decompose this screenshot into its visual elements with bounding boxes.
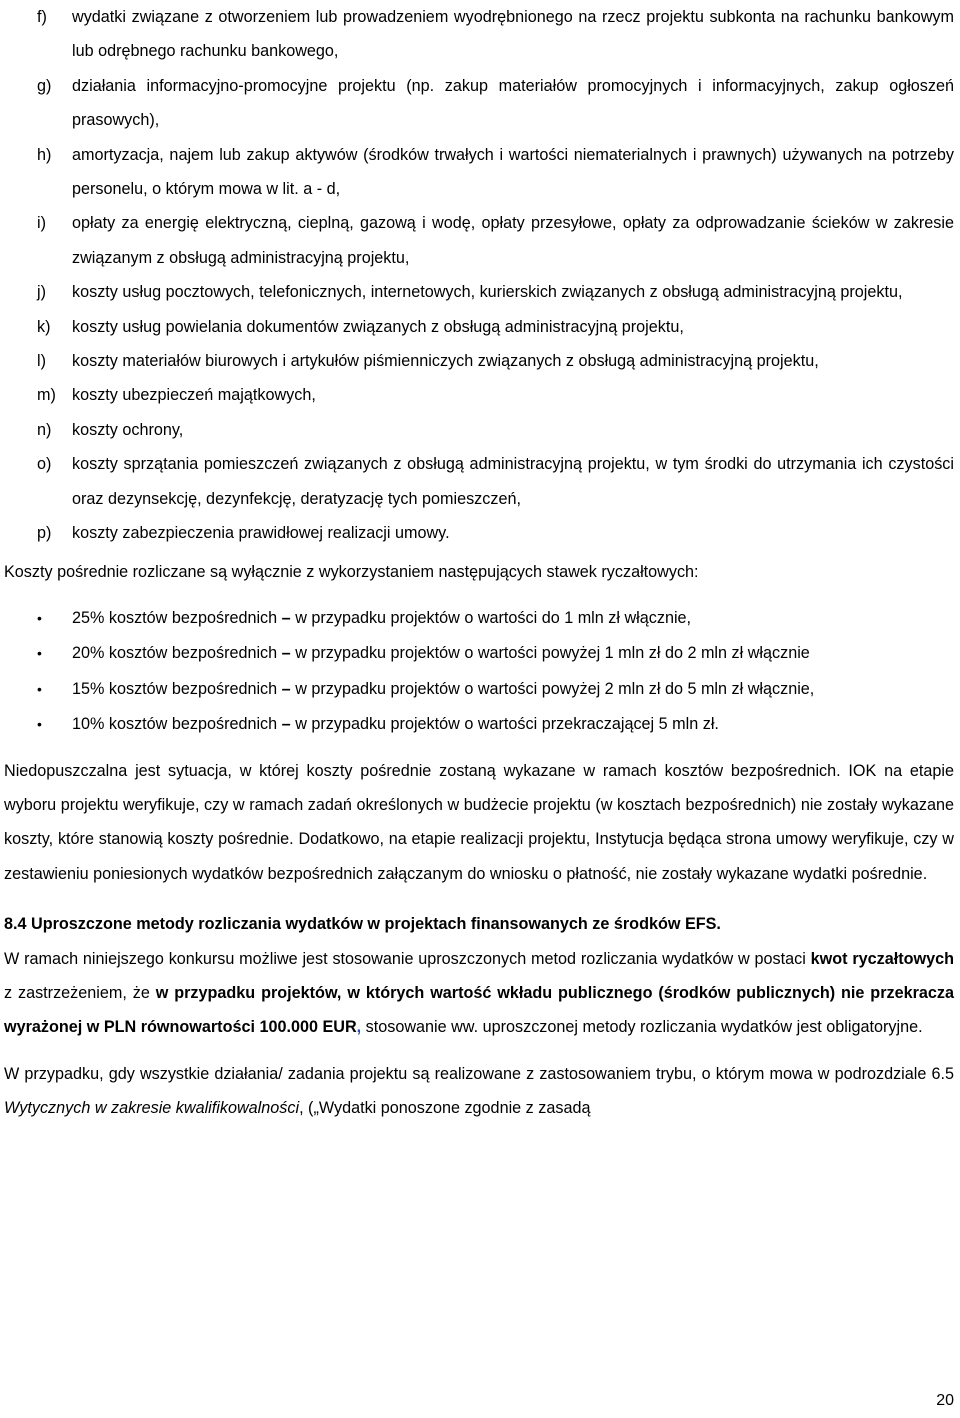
section-heading: 8.4 Uproszczone metody rozliczania wydatków w projektach finansowanych ze środków EFS. bbox=[4, 915, 721, 934]
rate-dash: – bbox=[281, 715, 291, 734]
page-number: 20 bbox=[936, 1392, 954, 1409]
rate-condition: w przypadku projektów o wartości do 1 mln zł włącznie, bbox=[295, 608, 692, 627]
rates-intro: Koszty pośrednie rozliczane są wyłącznie z wykorzystaniem następujących stawek ryczałtowych: bbox=[4, 562, 699, 581]
list-item: h) amortyzacja, najem lub zakup aktywów (środków trwałych i wartości niematerialnych i prawnych) używanych na potrzeby personelu, o którym mowa w lit. a - d, bbox=[37, 145, 954, 199]
cost-list bbox=[4, 0, 954, 551]
bold-condition: w przypadku projektów, w których wartość wkładu publicznego (środków publicznych) nie przekracza wyrażonej w PLN równowartości 100.000 EUR bbox=[4, 983, 954, 1037]
list-item: g) działania informacyjno-promocyjne projektu (np. zakup materiałów promocyjnych i informacyjnych, zakup ogłoszeń prasowych), bbox=[37, 76, 954, 130]
bullet-icon: • bbox=[37, 645, 42, 662]
rate-item bbox=[4, 707, 954, 741]
list-item: k) koszty usług powielania dokumentów związanych z obsługą administracyjną projektu, bbox=[37, 317, 684, 336]
rate-dash: – bbox=[281, 608, 291, 627]
list-item: m) koszty ubezpieczeń majątkowych, bbox=[37, 386, 316, 405]
bullet-icon: • bbox=[37, 609, 42, 626]
bullet-icon: • bbox=[37, 680, 42, 697]
paragraph-indirect-costs: Niedopuszczalna jest sytuacja, w której koszty pośrednie zostaną wykazane w ramach kosztów bezpośrednich. IOK na etapie wyboru projektu weryfikuje, czy w ramach zadań określonych w budżecie projektu (w kosztach bezpośrednich) nie zostały wykazane koszty, które stanowią koszty pośrednie. Dodatkowo, na etapie realizacji projektu, Instytucja będąca strona umowy weryfikuje, czy w zestawieniu poniesionych wydatków bezpośrednich załączanym do wniosku o płatność, nie zostały wykazane wydatki pośrednie. bbox=[4, 761, 954, 883]
list-item: j) koszty usług pocztowych, telefonicznych, internetowych, kurierskich związanych z obsługą administracyjną projektu, bbox=[37, 283, 903, 302]
rate-condition: w przypadku projektów o wartości powyżej 2 mln zł do 5 mln zł włącznie, bbox=[295, 679, 815, 698]
paragraph-last: W przypadku, gdy wszystkie działania/ zadania projektu są realizowane z zastosowaniem trybu, o którym mowa w podrozdziale 6.5 Wytycznych w zakresie kwalifikowalności, („Wydatki ponoszone zgodnie z zasadą bbox=[4, 1064, 954, 1118]
rate-dash: – bbox=[281, 679, 291, 698]
rates-list bbox=[4, 601, 954, 742]
bullet-icon: • bbox=[37, 716, 42, 733]
rate-value: 20% kosztów bezpośrednich bbox=[72, 644, 278, 663]
italic-guidelines: Wytycznych w zakresie kwalifikowalności bbox=[4, 1099, 300, 1118]
list-item: n) koszty ochrony, bbox=[37, 420, 184, 439]
rate-value: 10% kosztów bezpośrednich bbox=[72, 715, 278, 734]
list-item: o) koszty sprzątania pomieszczeń związanych z obsługą administracyjną projektu, w tym środki do utrzymania ich czystości oraz dezynsekcję, dezynfekcję, deratyzację tych pomieszczeń, bbox=[37, 455, 954, 508]
rate-condition: w przypadku projektów o wartości powyżej 1 mln zł do 2 mln zł włącznie bbox=[295, 644, 810, 663]
list-item: f) wydatki związane z otworzeniem lub prowadzeniem wyodrębnionego na rzecz projektu subkonta na rachunku bankowym lub odrębnego rachunku bankowego, bbox=[37, 8, 954, 61]
list-item: i) opłaty za energię elektryczną, cieplną, gazową i wodę, opłaty przesyłowe, opłaty za odprowadzanie ścieków w zakresie związanym z obsługą administracyjną projektu, bbox=[37, 214, 954, 267]
paragraph-simplified-methods: W ramach niniejszego konkursu możliwe jest stosowanie uproszczonych metod rozliczania wydatków w postaci kwot ryczałtowych z zastrzeżeniem, że w przypadku projektów, w których wartość wkładu publicznego (środków publicznych) nie przekracza wyrażonej w PLN równowartości 100.000 EUR, stosowanie ww. uproszczonej metody rozliczania wydatków jest obligatoryjne. bbox=[4, 949, 954, 1037]
rate-item bbox=[4, 601, 954, 635]
list-item: p) koszty zabezpieczenia prawidłowej realizacji umowy. bbox=[37, 524, 450, 543]
bold-lump-sums: kwot ryczałtowych bbox=[810, 949, 954, 968]
rate-value: 25% kosztów bezpośrednich bbox=[72, 608, 278, 627]
document-page bbox=[4, 0, 954, 1126]
list-item: l) koszty materiałów biurowych i artykułów piśmienniczych związanych z obsługą administracyjną projektu, bbox=[37, 352, 819, 371]
rate-value: 15% kosztów bezpośrednich bbox=[72, 679, 278, 698]
rate-item bbox=[4, 672, 954, 706]
rate-condition: w przypadku projektów o wartości przekraczającej 5 mln zł. bbox=[295, 715, 719, 734]
rate-dash: – bbox=[281, 644, 291, 663]
rate-item bbox=[4, 636, 954, 670]
